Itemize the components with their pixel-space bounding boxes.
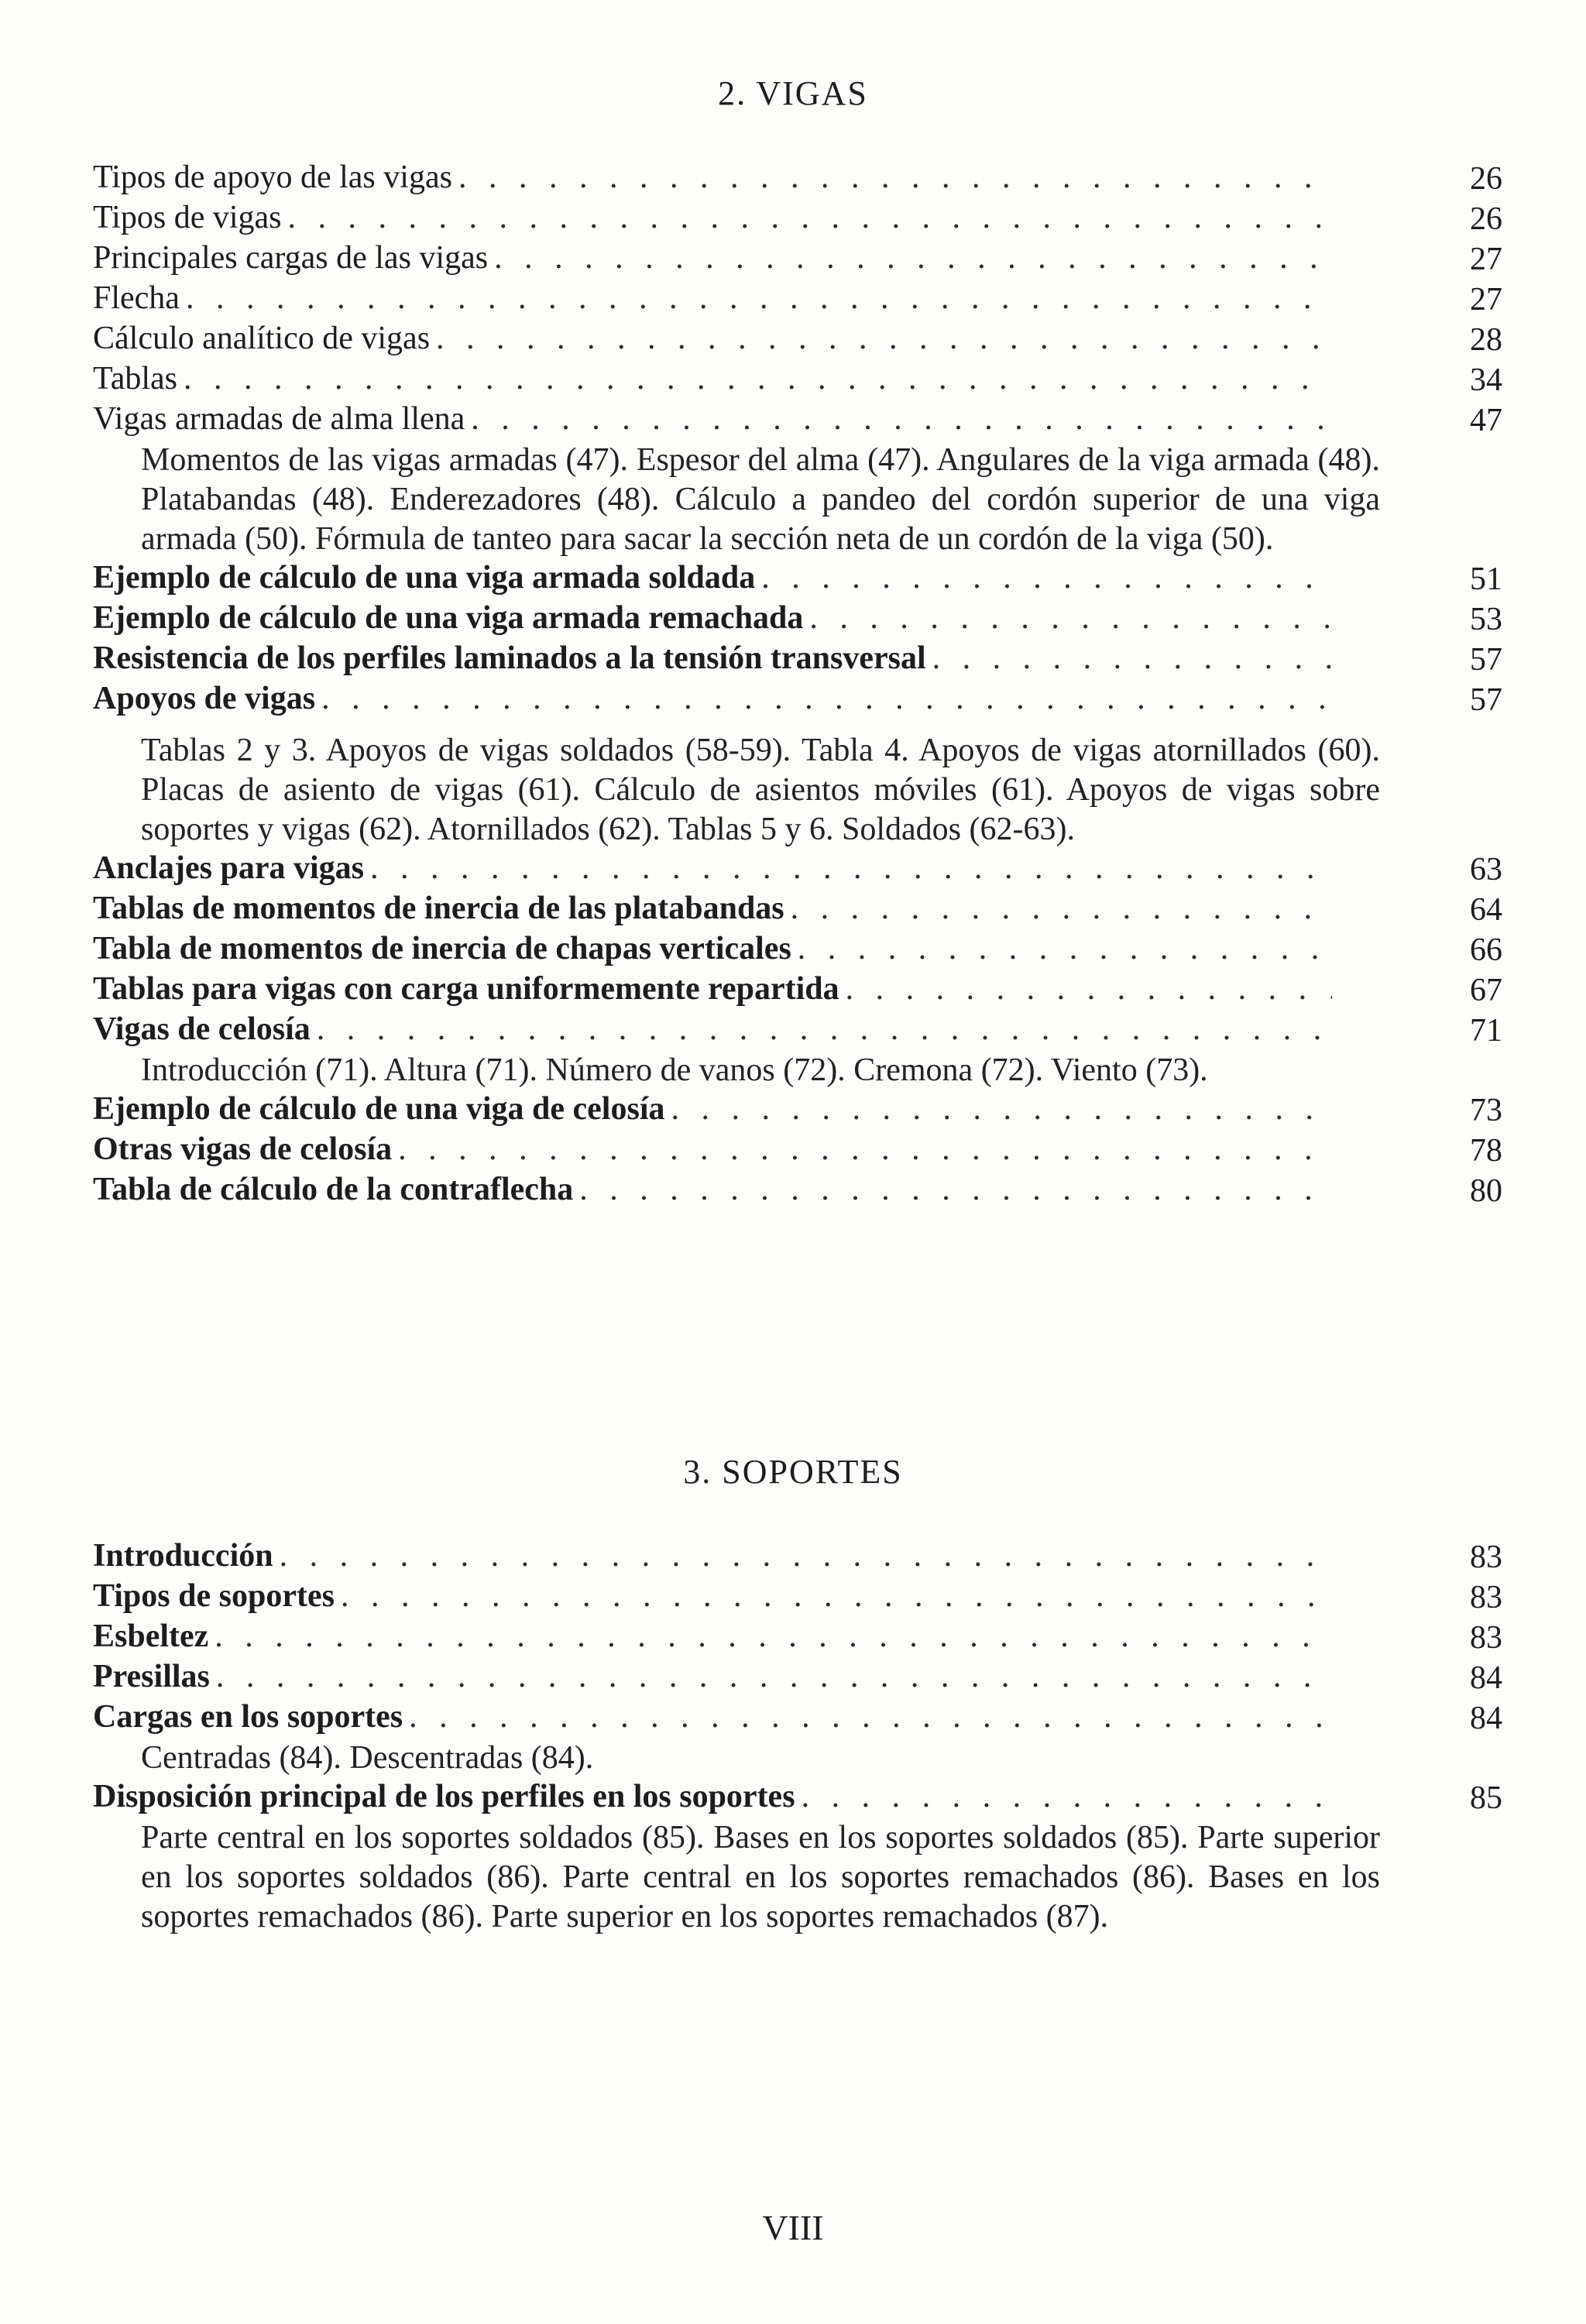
entry-subtopics: Introducción (71). Altura (71). Número de vanos (72). Cremona (72). Viento (73). <box>141 1052 1208 1088</box>
toc-entry <box>93 280 1502 320</box>
leader-dots <box>798 930 1332 967</box>
entry-page: 57 <box>1470 682 1502 718</box>
leader-dots <box>579 1171 1332 1208</box>
entry-title: Presillas <box>93 1659 210 1694</box>
toc-entry <box>93 599 1502 640</box>
leader-dots <box>846 970 1332 1008</box>
leader-dots <box>186 280 1332 317</box>
toc-entry <box>93 239 1502 280</box>
leader-dots <box>321 680 1332 717</box>
entry-subtopics: Momentos de las vigas armadas (47). Espesor del alma (47). Angulares de la viga armada (48). Platabandas (48). Enderezadores (48). Cálculo a pandeo del cordón superior de una viga armada (50). Fórmula de tanteo para sacar la sección neta de un cordón de la viga (50). <box>141 442 1380 557</box>
entry-title: Apoyos de vigas <box>93 681 316 716</box>
entry-subtopics: Tablas 2 y 3. Apoyos de vigas soldados (58-59). Tabla 4. Apoyos de vigas atornillados (60). Placas de asiento de vigas (61). Cálculo de asientos móviles (61). Apoyos de vigas sobre soportes y vigas (62). Atornillados (62). Tablas 5 y 6. Soldados (62-63). <box>141 733 1380 847</box>
leader-dots <box>809 599 1332 637</box>
entry-title: Principales cargas de las vigas <box>93 240 489 276</box>
entry-title: Tabla de momentos de inercia de chapas verticales <box>93 931 791 966</box>
entry-page: 64 <box>1470 892 1502 928</box>
leader-dots <box>317 1011 1332 1048</box>
entry-title: Esbeltez <box>93 1619 209 1654</box>
entry-title: Resistencia de los perfiles laminados a la tensión transversal <box>93 640 926 676</box>
entry-page: 28 <box>1470 322 1502 358</box>
leader-dots <box>215 1618 1332 1655</box>
entry-title: Disposición principal de los perfiles en los soportes <box>93 1779 795 1814</box>
leader-dots <box>184 360 1332 397</box>
entry-page: 26 <box>1470 161 1502 197</box>
toc-entry <box>93 1577 1502 1618</box>
entry-page: 47 <box>1470 403 1502 438</box>
entry-title: Tabla de cálculo de la contraflecha <box>93 1172 574 1207</box>
toc-entry <box>93 1171 1502 1211</box>
toc-entry <box>93 559 1502 599</box>
entry-title: Ejemplo de cálculo de una viga armada soldada <box>93 560 756 596</box>
toc-entry <box>93 640 1502 680</box>
toc-entry <box>93 930 1502 970</box>
leader-dots <box>761 559 1332 596</box>
leader-dots <box>216 1658 1332 1695</box>
soportes-toc <box>93 1537 1502 1937</box>
entry-page: 57 <box>1470 642 1502 678</box>
toc-entry <box>93 199 1502 239</box>
entry-page: 83 <box>1470 1620 1502 1656</box>
entry-page: 78 <box>1470 1133 1502 1169</box>
page-number: VIII <box>762 2208 824 2247</box>
toc-entry <box>93 159 1502 199</box>
entry-page: 84 <box>1470 1660 1502 1696</box>
entry-page: 63 <box>1470 852 1502 887</box>
toc-entry <box>93 1618 1502 1658</box>
toc-entry <box>93 890 1502 930</box>
entry-title: Introducción <box>93 1538 273 1574</box>
toc-entry <box>93 1778 1502 1818</box>
entry-title: Tablas <box>93 361 178 396</box>
entry-title: Anclajes para vigas <box>93 850 364 886</box>
section-title-soportes: 3. SOPORTES <box>683 1453 903 1491</box>
toc-entry <box>93 1131 1502 1171</box>
leader-dots <box>288 199 1333 236</box>
toc-entry <box>93 1537 1502 1577</box>
entry-title: Otras vigas de celosía <box>93 1131 393 1167</box>
entry-page: 80 <box>1470 1173 1502 1209</box>
toc-entry <box>93 1011 1502 1051</box>
leader-dots <box>458 159 1332 196</box>
entry-title: Flecha <box>93 280 180 316</box>
toc-entry <box>93 1090 1502 1131</box>
leader-dots <box>802 1778 1332 1815</box>
entry-page: 51 <box>1470 561 1502 597</box>
entry-title: Vigas de celosía <box>93 1011 311 1047</box>
entry-page: 83 <box>1470 1580 1502 1615</box>
entry-page: 84 <box>1470 1701 1502 1736</box>
toc-entry <box>93 360 1502 400</box>
leader-dots <box>370 850 1332 887</box>
leader-dots <box>398 1131 1332 1168</box>
leader-dots <box>471 400 1332 438</box>
leader-dots <box>494 239 1332 276</box>
entry-title: Ejemplo de cálculo de una viga de celosía <box>93 1091 665 1127</box>
entry-page: 83 <box>1470 1540 1502 1575</box>
leader-dots <box>341 1577 1332 1615</box>
leader-dots <box>791 890 1332 927</box>
entry-page: 85 <box>1470 1780 1502 1816</box>
entry-title: Tablas de momentos de inercia de las platabandas <box>93 891 784 926</box>
leader-dots <box>409 1698 1332 1735</box>
entry-page: 73 <box>1470 1093 1502 1128</box>
entry-page: 27 <box>1470 282 1502 318</box>
entry-subtopics: Centradas (84). Descentradas (84). <box>141 1740 594 1776</box>
entry-title: Tipos de apoyo de las vigas <box>93 160 452 195</box>
entry-page: 27 <box>1470 242 1502 277</box>
leader-dots <box>671 1090 1333 1128</box>
entry-title: Tablas para vigas con carga uniformemente repartida <box>93 971 839 1007</box>
toc-entry <box>93 1658 1502 1698</box>
section-title-vigas: 2. VIGAS <box>718 74 868 112</box>
entry-subtopics: Parte central en los soportes soldados (85). Bases en los soportes soldados (85). Parte superior en los soportes soldados (86). Parte central en los soportes remachados (86). Bases en los soportes remachados (86). Parte superior en los soportes remachados (87). <box>141 1820 1380 1934</box>
toc-entry <box>93 320 1502 360</box>
leader-dots <box>280 1537 1332 1574</box>
toc-entry <box>93 680 1502 720</box>
entry-page: 71 <box>1470 1013 1502 1049</box>
entry-page: 34 <box>1470 362 1502 398</box>
entry-title: Cargas en los soportes <box>93 1699 403 1735</box>
entry-title: Ejemplo de cálculo de una viga armada remachada <box>93 600 804 636</box>
entry-page: 53 <box>1470 602 1502 637</box>
toc-entry <box>93 850 1502 890</box>
entry-title: Cálculo analítico de vigas <box>93 321 431 356</box>
entry-page: 26 <box>1470 201 1502 237</box>
toc-entry <box>93 400 1502 441</box>
vigas-toc <box>93 159 1502 1211</box>
leader-dots <box>436 320 1332 357</box>
entry-title: Vigas armadas de alma llena <box>93 401 465 437</box>
leader-dots <box>932 640 1332 677</box>
entry-title: Tipos de vigas <box>93 200 282 235</box>
entry-page: 66 <box>1470 932 1502 968</box>
toc-entry <box>93 970 1502 1011</box>
entry-title: Tipos de soportes <box>93 1578 335 1614</box>
entry-page: 67 <box>1470 973 1502 1008</box>
toc-entry <box>93 1698 1502 1739</box>
